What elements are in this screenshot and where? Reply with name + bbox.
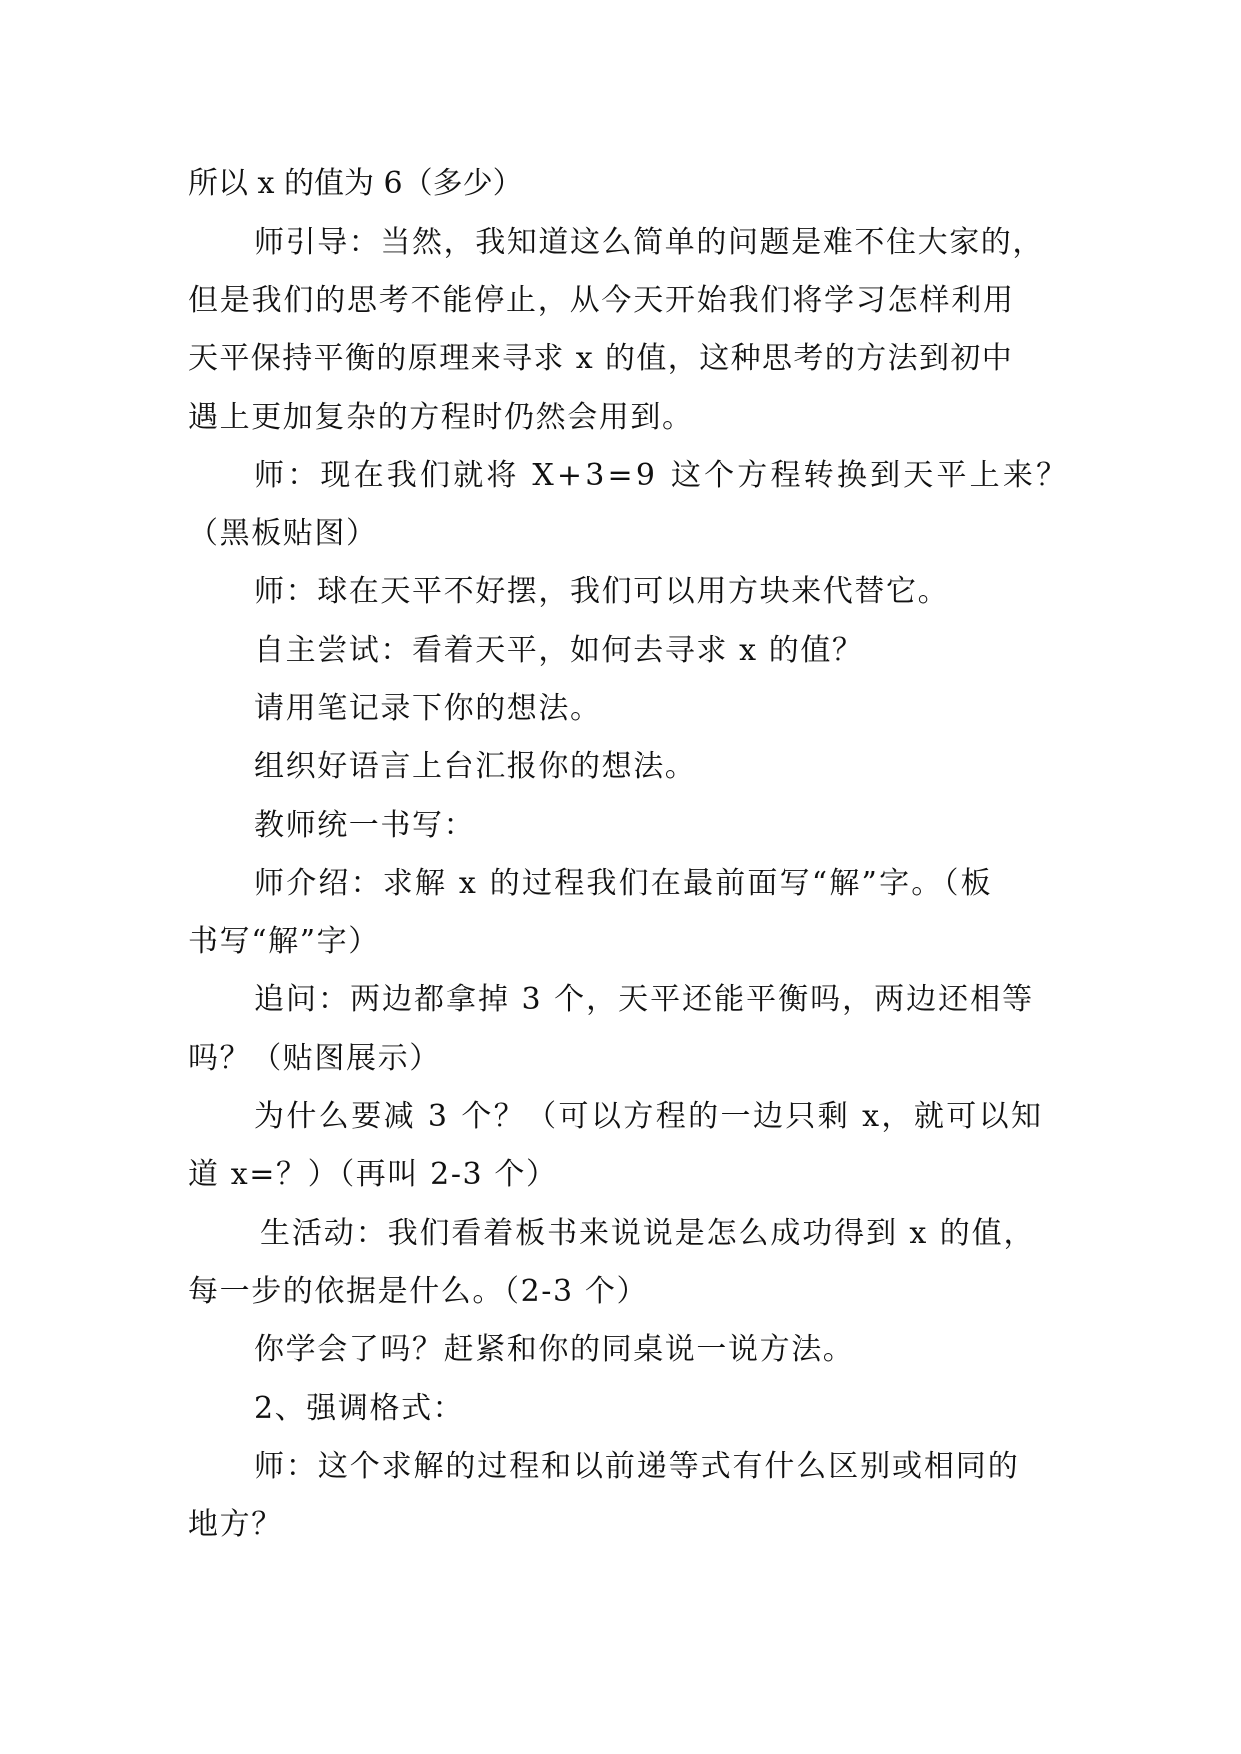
text-line: 师：球在天平不好摆，我们可以用方块来代替它。	[254, 574, 950, 609]
text-line: 2、强调格式：	[254, 1391, 465, 1426]
text-line: （黑板贴图）	[188, 516, 378, 551]
text-line: 地方？	[188, 1507, 283, 1542]
text-line: 师引导：当然，我知道这么简单的问题是难不住大家的，	[254, 225, 1044, 260]
text-line: 教师统一书写：	[254, 808, 476, 843]
text-line: 书写“解”字）	[188, 924, 380, 959]
text-line: 为什么要减 3 个？（可以方程的一边只剩 x，就可以知	[254, 1099, 1044, 1134]
text-line: 遇上更加复杂的方程时仍然会用到。	[188, 400, 694, 435]
text-line: 师介绍：求解 x 的过程我们在最前面写“解”字。（板	[254, 866, 993, 901]
text-line: 但是我们的思考不能停止，从今天开始我们将学习怎样利用	[188, 283, 1015, 318]
text-line: 你学会了吗？赶紧和你的同桌说一说方法。	[254, 1332, 855, 1367]
text-line: 生活动：我们看着板书来说说是怎么成功得到 x 的值，	[260, 1216, 1036, 1251]
text-line: 请用笔记录下你的想法。	[254, 691, 602, 726]
text-line: 师：这个求解的过程和以前递等式有什么区别或相同的	[254, 1449, 1020, 1484]
text-line: 吗？（贴图展示）	[188, 1041, 441, 1076]
text-line: 师：现在我们就将 X+3=9 这个方程转换到天平上来？	[254, 458, 1070, 493]
text-line: 追问：两边都拿掉 3 个，天平还能平衡吗，两边还相等	[254, 982, 1035, 1017]
text-line: 每一步的依据是什么。（2-3 个）	[188, 1274, 649, 1309]
text-line: 自主尝试：看着天平，如何去寻求 x 的值？	[254, 633, 864, 668]
text-line: 天平保持平衡的原理来寻求 x 的值，这种思考的方法到初中	[188, 341, 1014, 376]
text-line: 组织好语言上台汇报你的想法。	[254, 749, 697, 784]
text-line: 所以 x 的值为 6（多少）	[188, 166, 523, 201]
text-line: 道 x=？）（再叫 2-3 个）	[188, 1157, 558, 1192]
